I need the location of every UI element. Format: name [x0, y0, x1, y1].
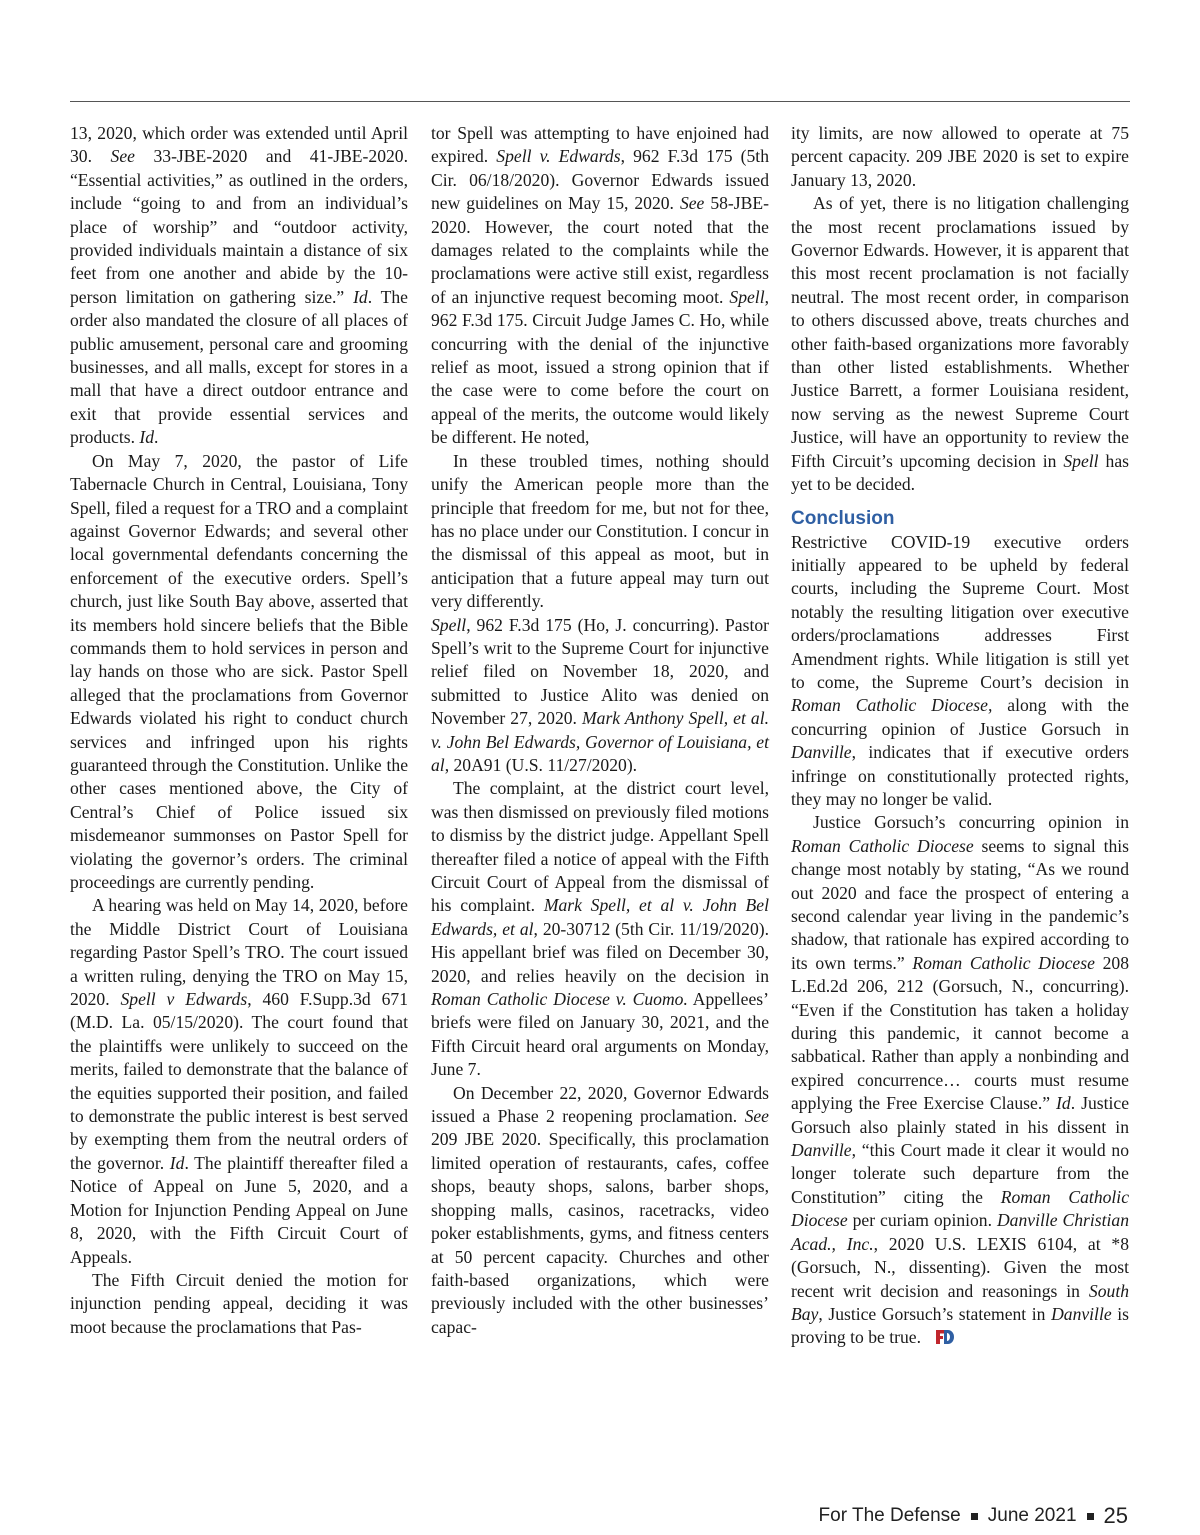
paragraph: Spell, 962 F.3d 175 (Ho, J. concurring). Pastor Spell’s writ to the Supreme Court for injunctive relief filed on November 18, 2020, and submitted to Justice Alito was denied on November 27, 2020. Mark Anthony Spell, et al. v. John Bel Edwards, Governor of Louisiana, et al, 20A91 (U.S. 11/27/2020). — [431, 614, 769, 775]
paragraph: On May 7, 2020, the pastor of Life Tabernacle Church in Central, Louisiana, Tony Spell, filed a request for a TRO and a complaint against Governor Edwards; and several other local governmental defendants concerning the enforcement of the executive orders. Spell’s church, just like South Bay above, asserted that its members hold sincere beliefs that the Bible commands them to hold services in person and lay hands on those who are sick. Pastor Spell alleged that the proclamations from Governor Edwards violated his right to conduct church services and infringed upon his rights guaranteed through the Constitution. Unlike the other cases mentioned above, the City of Central’s Chief of Police issued six misdemeanor summonses on Pastor Spell for violating the governor’s orders. The criminal proceedings are currently pending. — [70, 450, 408, 892]
paragraph: The complaint, at the district court level, was then dismissed on previously filed motions to dismiss by the district judge. Appellant Spell thereafter filed a notice of appeal with the Fifth Circuit Court of Appeal from the dismissal of his complaint. Mark Spell, et al v. John Bel Edwards, et al, 20-30712 (5th Cir. 11/19/2020). His appellant brief was filed on December 30, 2020, and relies heavily on the decision in Roman Catholic Diocese v. Cuomo. Appellees’ briefs were filed on January 30, 2021, and the Fifth Circuit heard oral arguments on Monday, June 7. — [431, 778, 769, 1080]
issue-date: June 2021 — [987, 1505, 1077, 1526]
separator-square-icon — [1087, 1513, 1094, 1520]
paragraph: Restrictive COVID-19 executive orders initially appeared to be upheld by federal courts, including the Supreme Court. Most notably the resulting litigation over executive orders/proclamations addresses First Amendment rights. While litigation is still yet to come, the Supreme Court’s decision in Roman Catholic Diocese, along with the concurring opinion of Justice Gorsuch in Danville, indicates that if executive orders infringe on constitutionally protected rights, they may no longer be valid. — [791, 531, 1129, 809]
fd-end-mark-icon — [935, 1329, 955, 1345]
column-1 — [70, 122, 408, 1339]
block-quote: In these troubled times, nothing should unify the American people more than the principle that freedom for me, but not for thee, has no place under our Constitution. I concur in the dismissal of this appeal as moot, but in anticipation that a future appeal may turn out very differently. — [431, 450, 769, 612]
page-footer — [819, 1503, 1128, 1529]
top-rule — [70, 101, 1130, 102]
paragraph: As of yet, there is no litigation challenging the most recent proclamations issued by Governor Edwards. However, it is apparent that this most recent proclamation is not facially neutral. The most recent order, in comparison to others discussed above, treats churches and other faith-based organizations more favorably than other listed establishments. Whether Justice Barrett, a former Louisiana resident, now serving as the newest Supreme Court Justice, will have an opportunity to review the Fifth Circuit’s upcoming decision in Spell has yet to be decided. — [791, 193, 1129, 495]
paragraph: A hearing was held on May 14, 2020, before the Middle District Court of Louisiana regarding Pastor Spell’s TRO. The court issued a written ruling, denying the TRO on May 15, 2020. Spell v Edwards, 460 F.Supp.3d 671 (M.D. La. 05/15/2020). The court found that the plaintiffs were unlikely to succeed on the merits, failed to demonstrate that the balance of the equities supported their position, and failed to demonstrate the public interest is best served by exempting them from the neutral orders of the governor. Id. The plaintiff thereafter filed a Notice of Appeal on June 5, 2020, and a Motion for Injunction Pending Appeal on June 8, 2020, with the Fifth Circuit Court of Appeals. — [70, 895, 409, 1267]
page-number: 25 — [1103, 1503, 1128, 1528]
paragraph: ity limits, are now allowed to operate at 75 percent capacity. 209 JBE 2020 is set to expire January 13, 2020. — [791, 123, 1129, 190]
column-3 — [791, 122, 1129, 1350]
publication-name: For The Defense — [818, 1505, 961, 1526]
separator-square-icon — [971, 1513, 978, 1520]
paragraph: tor Spell was attempting to have enjoined had expired. Spell v. Edwards, 962 F.3d 175 (5th Cir. 06/18/2020). Governor Edwards issued new guidelines on May 15, 2020. See 58-JBE-2020. However, the court noted that the damages related to the complaints while the proclamations were active still exist, regardless of an injunctive request becoming moot. Spell, 962 F.3d 175. Circuit Judge James C. Ho, while concurring with the denial of the injunctive relief as moot, issued a strong opinion that if the case were to come before the court on appeal of the merits, the outcome would likely be different. He noted, — [431, 123, 769, 448]
section-heading: Conclusion — [791, 507, 895, 529]
paragraph: On December 22, 2020, Governor Edwards issued a Phase 2 reopening proclamation. See 209 JBE 2020. Specifically, this proclamation limited operation of restaurants, cafes, coffee shops, beauty shops, salons, barber shops, shopping malls, casinos, racetracks, video poker establishments, gyms, and fitness centers at 50 percent capacity. Churches and other faith-based organizations, which were previously included with the other businesses’ capac- — [431, 1082, 769, 1337]
paragraph: Justice Gorsuch’s concurring opinion in Roman Catholic Diocese seems to signal this change most notably by stating, “As we round out 2020 and face the prospect of entering a second calendar year living in the pandemic’s shadow, that rationale has expired according to its own terms.” Roman Catholic Diocese 208 L.Ed.2d 206, 212 (Gorsuch, N., concurring). “Even if the Constitution has taken a holiday during this pandemic, it cannot become a sabbatical. Rather than apply a nonbinding and expired concurrence… courts must resume applying the Free Exercise Clause.” Id. Justice Gorsuch also plainly stated in his dissent in Danville, “this Court made it clear it would no longer tolerate such departure from the Constitution” citing the Roman Catholic Diocese per curiam opinion. Danville Christian Acad., Inc., 2020 U.S. LEXIS 6104, at *8 (Gorsuch, N., dissenting). Given the most recent writ decision and reasonings in South Bay, Justice Gorsuch’s statement in Danville is proving to be true. — [791, 812, 1130, 1348]
column-2 — [431, 122, 769, 1339]
paragraph: The Fifth Circuit denied the motion for injunction pending appeal, deciding it was moot because the proclamations that Pas- — [70, 1269, 408, 1337]
paragraph: 13, 2020, which order was extended until April 30. See 33-JBE-2020 and 41-JBE-2020. “Essential activities,” as outlined in the orders, include “going to and from an individual’s place of worship” and “outdoor activity, provided individuals maintain a distance of six feet from one another and abide by the 10-person limitation on gathering size.” Id. The order also mandated the closure of all places of public amusement, personal care and grooming businesses, and all malls, except for stores in a mall that have a direct outdoor entrance and exit that provide essential services and products. Id. — [70, 123, 409, 448]
